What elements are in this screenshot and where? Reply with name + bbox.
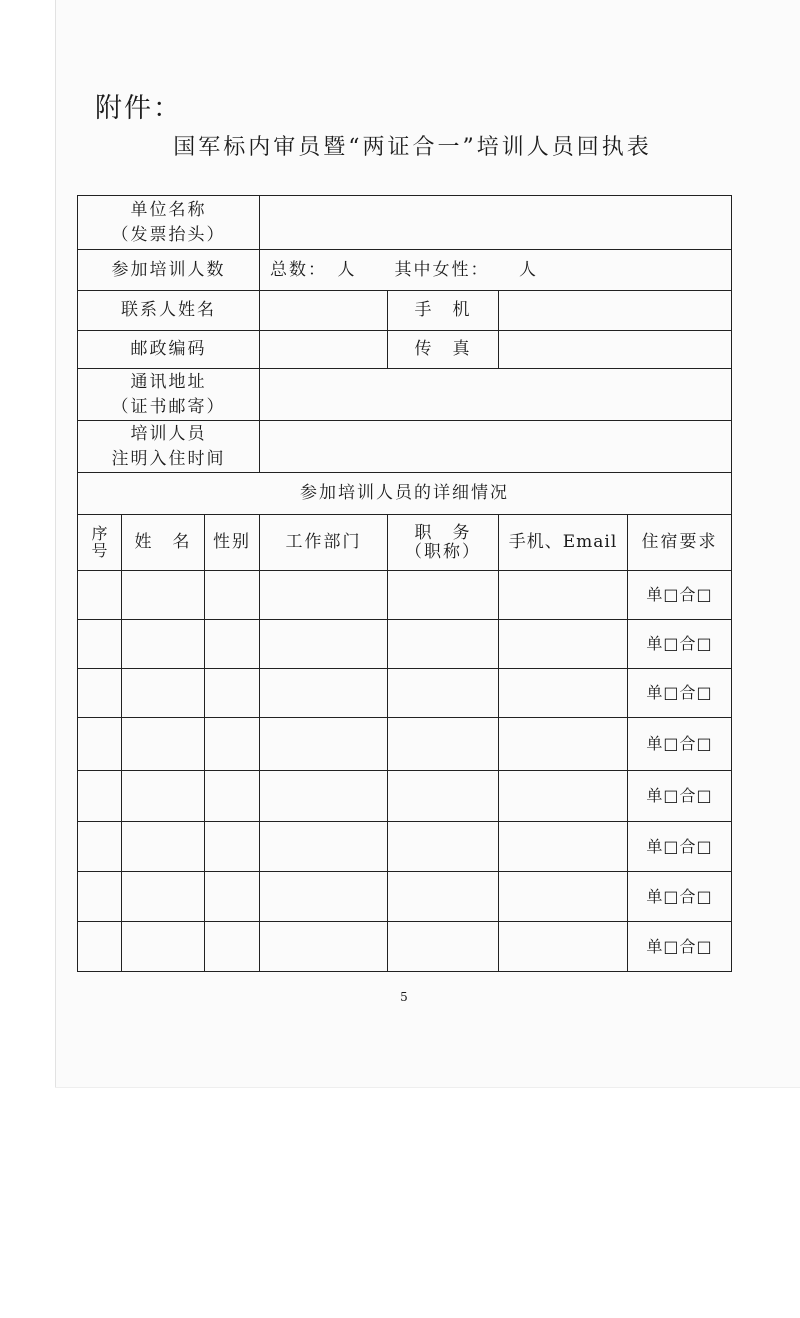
attachment-label: 附件： xyxy=(95,93,182,124)
department-cell[interactable] xyxy=(260,872,388,922)
contact-cell[interactable] xyxy=(499,922,628,972)
table-row xyxy=(78,872,732,922)
position-cell[interactable] xyxy=(388,669,499,718)
postcode-field[interactable] xyxy=(260,331,388,369)
address-label-cell xyxy=(78,369,260,421)
name-cell[interactable] xyxy=(122,669,205,718)
contact-cell[interactable] xyxy=(499,822,628,872)
seq-cell[interactable] xyxy=(78,822,122,872)
lodging-options[interactable]: 单□合□ xyxy=(628,872,732,922)
department-cell[interactable] xyxy=(260,669,388,718)
name-cell[interactable] xyxy=(122,718,205,771)
contact-cell[interactable] xyxy=(499,620,628,669)
department-cell[interactable] xyxy=(260,718,388,771)
trainee-count-row xyxy=(78,250,732,291)
address-row xyxy=(78,369,732,421)
trainee-count-field[interactable]: 总数： 人 其中女性： 人 xyxy=(260,250,732,291)
seq-cell[interactable] xyxy=(78,669,122,718)
lodging-options[interactable]: 单□合□ xyxy=(628,669,732,718)
table-row xyxy=(78,620,732,669)
gender-cell[interactable] xyxy=(205,872,260,922)
fax-label: 传 真 xyxy=(388,331,499,369)
table-row xyxy=(78,718,732,771)
table-row xyxy=(78,771,732,822)
trainees-row xyxy=(78,421,732,473)
lodging-options[interactable]: 单□合□ xyxy=(628,922,732,972)
department-cell[interactable] xyxy=(260,771,388,822)
trainees-label: 培训人员 xyxy=(130,423,207,444)
unit-name-row xyxy=(78,196,732,250)
column-header-row xyxy=(78,515,732,571)
lodging-options[interactable]: 单□合□ xyxy=(628,771,732,822)
seq-cell[interactable] xyxy=(78,922,122,972)
address-field[interactable] xyxy=(260,369,732,421)
contact-name-field[interactable] xyxy=(260,291,388,331)
table-row xyxy=(78,571,732,620)
department-cell[interactable] xyxy=(260,922,388,972)
contact-name-label: 联系人姓名 xyxy=(78,291,260,331)
trainee-count-label: 参加培训人数 xyxy=(78,250,260,291)
postcode-row xyxy=(78,331,732,369)
col-position-sublabel: （职称） xyxy=(405,541,482,562)
seq-cell[interactable] xyxy=(78,771,122,822)
position-cell[interactable] xyxy=(388,922,499,972)
contact-cell[interactable] xyxy=(499,718,628,771)
gender-cell[interactable] xyxy=(205,718,260,771)
position-cell[interactable] xyxy=(388,718,499,771)
seq-cell[interactable] xyxy=(78,718,122,771)
col-name-header: 姓 名 xyxy=(122,515,205,571)
name-cell[interactable] xyxy=(122,822,205,872)
address-sublabel: （证书邮寄） xyxy=(111,396,226,417)
col-position-label: 职 务 xyxy=(414,522,472,543)
unit-name-sublabel: （发票抬头） xyxy=(111,224,226,245)
address-label: 通讯地址 xyxy=(130,371,207,392)
postcode-label: 邮政编码 xyxy=(78,331,260,369)
details-title: 参加培训人员的详细情况 xyxy=(78,473,732,515)
page-edge xyxy=(55,1087,800,1088)
gender-cell[interactable] xyxy=(205,669,260,718)
name-cell[interactable] xyxy=(122,571,205,620)
position-cell[interactable] xyxy=(388,571,499,620)
lodging-options[interactable]: 单□合□ xyxy=(628,822,732,872)
lodging-options[interactable]: 单□合□ xyxy=(628,620,732,669)
table-row xyxy=(78,822,732,872)
table-row xyxy=(78,922,732,972)
mobile-field[interactable] xyxy=(499,291,732,331)
receipt-form-table xyxy=(77,195,732,972)
trainees-label-cell xyxy=(78,421,260,473)
department-cell[interactable] xyxy=(260,571,388,620)
unit-name-label: 单位名称 xyxy=(130,199,207,220)
lodging-options[interactable]: 单□合□ xyxy=(628,718,732,771)
seq-cell[interactable] xyxy=(78,620,122,669)
gender-cell[interactable] xyxy=(205,771,260,822)
unit-name-field[interactable] xyxy=(260,196,732,250)
details-title-row xyxy=(78,473,732,515)
col-gender-header: 性别 xyxy=(205,515,260,571)
position-cell[interactable] xyxy=(388,771,499,822)
mobile-label: 手 机 xyxy=(388,291,499,331)
position-cell[interactable] xyxy=(388,872,499,922)
col-lodging-header: 住宿要求 xyxy=(628,515,732,571)
lodging-options[interactable]: 单□合□ xyxy=(628,571,732,620)
col-contact-header: 手机、Email xyxy=(499,515,628,571)
table-row xyxy=(78,669,732,718)
department-cell[interactable] xyxy=(260,822,388,872)
fax-field[interactable] xyxy=(499,331,732,369)
name-cell[interactable] xyxy=(122,922,205,972)
seq-cell[interactable] xyxy=(78,571,122,620)
page-number: 5 xyxy=(400,990,408,1004)
contact-row xyxy=(78,291,732,331)
department-cell[interactable] xyxy=(260,620,388,669)
contact-cell[interactable] xyxy=(499,771,628,822)
contact-cell[interactable] xyxy=(499,872,628,922)
contact-cell[interactable] xyxy=(499,669,628,718)
col-seq-label: 序号 xyxy=(91,523,108,560)
page-title: 国军标内审员暨“两证合一”培训人员回执表 xyxy=(173,135,652,160)
gender-cell[interactable] xyxy=(205,822,260,872)
contact-cell[interactable] xyxy=(499,571,628,620)
gender-cell[interactable] xyxy=(205,620,260,669)
col-department-header: 工作部门 xyxy=(260,515,388,571)
name-cell[interactable] xyxy=(122,872,205,922)
gender-cell[interactable] xyxy=(205,922,260,972)
trainees-sublabel: 注明入住时间 xyxy=(111,448,226,469)
unit-name-label-cell xyxy=(78,196,260,250)
name-cell[interactable] xyxy=(122,620,205,669)
col-position-header xyxy=(388,515,499,571)
position-cell[interactable] xyxy=(388,822,499,872)
seq-cell[interactable] xyxy=(78,872,122,922)
gender-cell[interactable] xyxy=(205,571,260,620)
trainees-field[interactable] xyxy=(260,421,732,473)
col-seq-header xyxy=(78,515,122,571)
name-cell[interactable] xyxy=(122,771,205,822)
position-cell[interactable] xyxy=(388,620,499,669)
